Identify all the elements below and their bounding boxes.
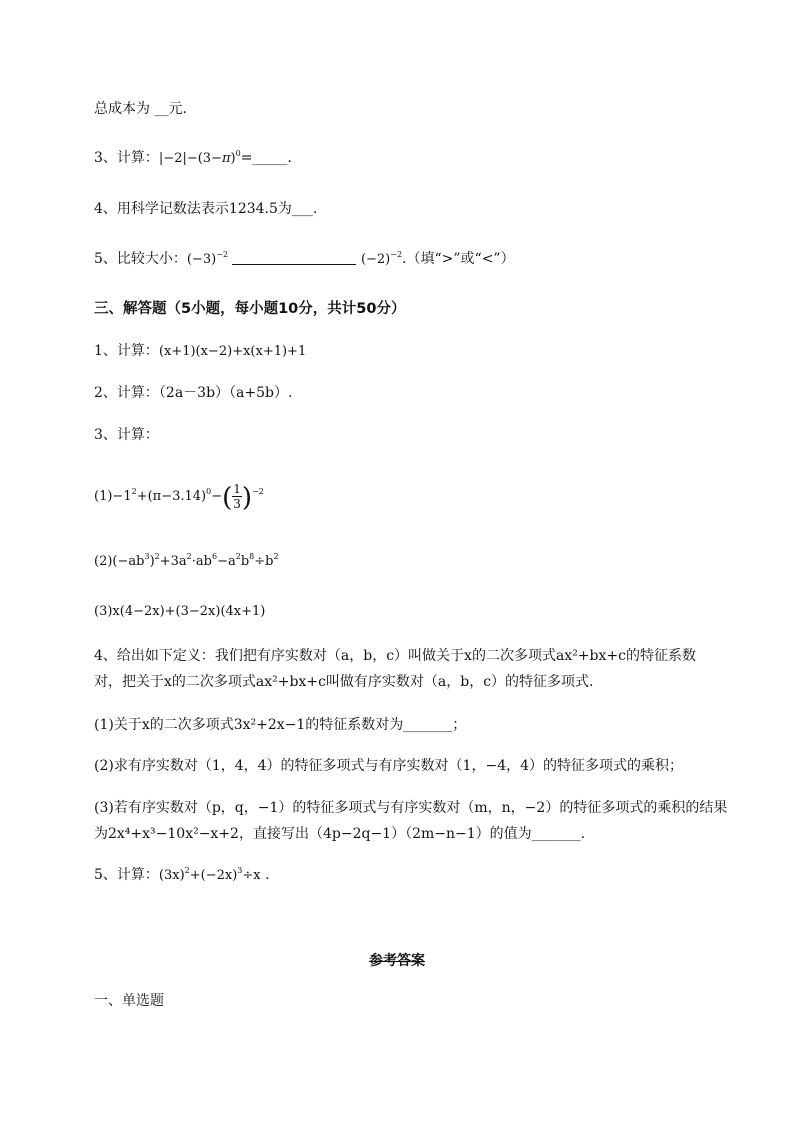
question-3: 3、计算：$|-2|-(3-\pi)^0=\_\_\_\_\_$. (94, 149, 292, 166)
fill-in-total-cost: 总成本为 __元. (94, 101, 187, 117)
section-heading-3: 三、解答题（5小题，每小题10分，共计50分） (94, 301, 406, 317)
fraction: $\frac{1}{3}$ (233, 482, 241, 511)
problem-4-definition-line-1: 4、给出如下定义：我们把有序实数对（a，b，c）叫做关于x的二次多项式ax²+bx+c的特征系数 (94, 648, 696, 664)
problem-3-part-1: $(1)-1^2+(\pi-3.14)^0-$( $\frac{1}{3}$ )$^{-2}$ (94, 482, 264, 513)
problem-4-part-3-line-1: (3)若有序实数对（p，q，−1）的特征多项式与有序实数对（m，n，−2）的特征多项式的乘积的结果 (94, 800, 728, 816)
problem-4-definition-line-2: 对，把关于x的二次多项式ax²+bx+c叫做有序实数对（a，b，c）的特征多项式. (94, 674, 594, 690)
answer-blank (232, 264, 356, 265)
question-4: 4、用科学记数法表示1234.5为___. (94, 201, 318, 217)
problem-3-part-2: $(2)(-ab^3)^2+3a^2\cdot ab^6-a^2b^8\div b^2$ (94, 552, 279, 569)
problem-5: 5、计算：$(3x)^2+(-2x)^3\div x$ . (94, 866, 270, 883)
problem-3: 3、计算： (94, 427, 159, 443)
question-5: 5、比较大小：$(-3)^{-2}$ $(-2)^{-2}$.（填“>”或“<”） (94, 250, 515, 267)
problem-4-part-2: (2)求有序实数对（1，4，4）的特征多项式与有序实数对（1，−4，4）的特征多项式的乘积； (94, 758, 684, 774)
problem-4-part-3-line-2: 为2x⁴+x³−10x²−x+2，直接写出（4p−2q−1）（2m−n−1）的值为_______. (94, 826, 586, 842)
problem-1: 1、计算：(x+1)(x−2)+x(x+1)+1 (94, 343, 307, 359)
answer-key-title: 参考答案 (369, 953, 425, 969)
problem-3-part-3: (3)x(4−2x)+(3−2x)(4x+1) (94, 604, 266, 619)
problem-2: 2、计算：（2a－3b）（a+5b）. (94, 385, 293, 401)
problem-4-part-1: (1)关于x的二次多项式3x²+2x−1的特征系数对为_______； (94, 717, 467, 733)
answer-section-heading-1: 一、单选题 (94, 993, 164, 1009)
